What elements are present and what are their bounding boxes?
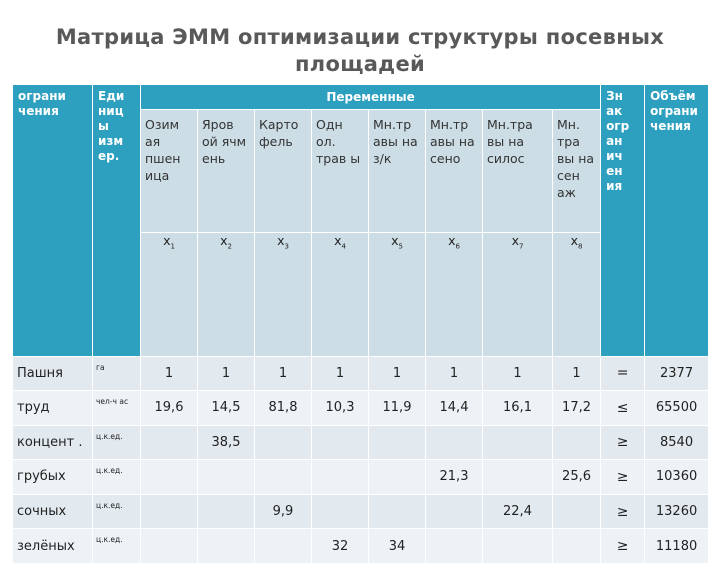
volume-cell: 65500 [645, 391, 709, 426]
coefficient-cell [553, 494, 601, 529]
table-row [13, 425, 709, 460]
unit-cell: ц.к.ед. [93, 529, 141, 564]
coefficient-cell [483, 425, 553, 460]
table-row [13, 356, 709, 391]
coefficient-cell: 1 [312, 356, 369, 391]
volume-cell: 10360 [645, 460, 709, 495]
coefficient-cell [553, 425, 601, 460]
variable-symbol: $x_4$ [312, 233, 369, 356]
variable-symbol: $x_2$ [198, 233, 255, 356]
coefficient-cell [255, 460, 312, 495]
variable-symbol: $x_1$ [141, 233, 198, 356]
crop-header: Карто фель [255, 110, 312, 233]
table-row [13, 529, 709, 564]
constraint-name: труд [13, 391, 93, 426]
coefficient-cell: 21,3 [426, 460, 483, 495]
coefficient-cell: 38,5 [198, 425, 255, 460]
coefficient-cell: 1 [426, 356, 483, 391]
coefficient-cell: 1 [483, 356, 553, 391]
header-volume: Объём ограни чения [645, 85, 709, 357]
sign-cell: ≤ [601, 391, 645, 426]
coefficient-cell [426, 494, 483, 529]
variable-symbol: $x_6$ [426, 233, 483, 356]
crop-header: Одн ол. трав ы [312, 110, 369, 233]
header-constraints: ограни чения [13, 85, 93, 357]
coefficient-cell [483, 460, 553, 495]
coefficient-cell: 11,9 [369, 391, 426, 426]
page-title: Матрица ЭММ оптимизации структуры посевных площадей [55, 25, 665, 76]
constraint-name: Пашня [13, 356, 93, 391]
variable-symbol: $x_3$ [255, 233, 312, 356]
variable-symbol: $x_5$ [369, 233, 426, 356]
coefficient-cell [255, 425, 312, 460]
coefficient-cell [426, 425, 483, 460]
crop-header: Мн.тр авы на з/к [369, 110, 426, 233]
coefficient-cell [141, 425, 198, 460]
header-unit: Еди ниц ы изм ер. [93, 85, 141, 357]
unit-cell: га [93, 356, 141, 391]
coefficient-cell [312, 494, 369, 529]
coefficient-cell: 14,4 [426, 391, 483, 426]
coefficient-cell [426, 529, 483, 564]
crop-header: Яров ой ячм ень [198, 110, 255, 233]
coefficient-cell: 1 [553, 356, 601, 391]
crop-header: Мн. тра вы на сен аж [553, 110, 601, 233]
coefficient-cell: 34 [369, 529, 426, 564]
volume-cell: 2377 [645, 356, 709, 391]
coefficient-cell: 81,8 [255, 391, 312, 426]
coefficient-cell [369, 425, 426, 460]
sign-cell: ≥ [601, 425, 645, 460]
constraint-name: концент . [13, 425, 93, 460]
emm-matrix-table [12, 84, 709, 564]
sign-cell: = [601, 356, 645, 391]
unit-cell: ц.к.ед. [93, 494, 141, 529]
sign-cell: ≥ [601, 494, 645, 529]
variable-symbol: $x_7$ [483, 233, 553, 356]
coefficient-cell [369, 460, 426, 495]
crop-header: Озим ая пшен ица [141, 110, 198, 233]
coefficient-cell: 1 [255, 356, 312, 391]
coefficient-cell: 14,5 [198, 391, 255, 426]
coefficient-cell [312, 460, 369, 495]
coefficient-cell: 1 [198, 356, 255, 391]
constraint-name: сочных [13, 494, 93, 529]
coefficient-cell: 25,6 [553, 460, 601, 495]
coefficient-cell: 32 [312, 529, 369, 564]
volume-cell: 11180 [645, 529, 709, 564]
constraint-name: зелёных [13, 529, 93, 564]
volume-cell: 13260 [645, 494, 709, 529]
coefficient-cell [198, 494, 255, 529]
coefficient-cell [312, 425, 369, 460]
coefficient-cell [141, 494, 198, 529]
volume-cell: 8540 [645, 425, 709, 460]
sign-cell: ≥ [601, 529, 645, 564]
table-row [13, 391, 709, 426]
crop-header: Мн.тра вы на силос [483, 110, 553, 233]
unit-cell: чел-ч ас [93, 391, 141, 426]
header-sign: Зн ак огр ан ич ен ия [601, 85, 645, 357]
constraint-name: грубых [13, 460, 93, 495]
coefficient-cell: 1 [369, 356, 426, 391]
coefficient-cell: 1 [141, 356, 198, 391]
crop-header: Мн.тр авы на сено [426, 110, 483, 233]
coefficient-cell [553, 529, 601, 564]
coefficient-cell [198, 529, 255, 564]
coefficient-cell: 9,9 [255, 494, 312, 529]
sign-cell: ≥ [601, 460, 645, 495]
coefficient-cell [141, 460, 198, 495]
coefficient-cell: 16,1 [483, 391, 553, 426]
coefficient-cell [141, 529, 198, 564]
coefficient-cell: 19,6 [141, 391, 198, 426]
header-variables: Переменные [141, 85, 601, 110]
variable-symbol: $x_8$ [553, 233, 601, 356]
coefficient-cell [483, 529, 553, 564]
coefficient-cell: 17,2 [553, 391, 601, 426]
coefficient-cell [198, 460, 255, 495]
table-row [13, 494, 709, 529]
table-row [13, 460, 709, 495]
coefficient-cell [255, 529, 312, 564]
unit-cell: ц.к.ед. [93, 425, 141, 460]
unit-cell: ц.к.ед. [93, 460, 141, 495]
coefficient-cell [369, 494, 426, 529]
coefficient-cell: 10,3 [312, 391, 369, 426]
coefficient-cell: 22,4 [483, 494, 553, 529]
